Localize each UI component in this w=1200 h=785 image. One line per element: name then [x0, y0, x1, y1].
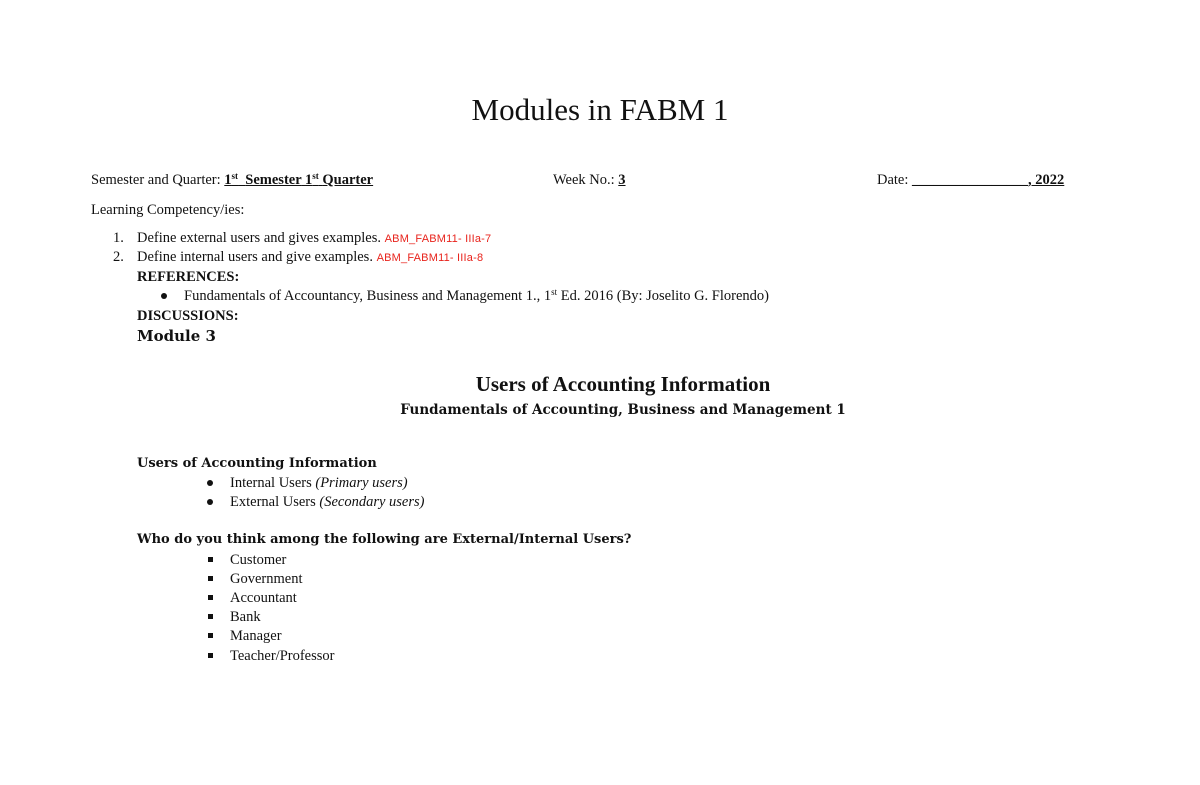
competency-number: 1.	[113, 230, 124, 246]
competency-text: Define internal users and give examples.	[137, 249, 373, 265]
section-subtitle: Fundamentals of Accounting, Business and Management 1	[400, 402, 846, 418]
list-item: Customer	[230, 552, 287, 568]
list-item: Internal Users (Primary users)	[230, 475, 408, 491]
week-number	[553, 171, 626, 189]
list-item: Manager	[230, 628, 282, 644]
square-bullet-icon	[208, 557, 213, 562]
list-item: Teacher/Professor	[230, 648, 335, 664]
semester-quarter	[91, 171, 373, 189]
users-heading: Users of Accounting Information	[137, 456, 377, 471]
competency-item	[113, 229, 491, 248]
square-bullet-icon	[208, 595, 213, 600]
square-bullet-icon	[208, 633, 213, 638]
section-title: Users of Accounting Information	[475, 372, 771, 396]
square-bullet-icon	[208, 576, 213, 581]
competency-text: Define external users and gives examples.	[137, 230, 381, 246]
references-heading: REFERENCES:	[137, 269, 240, 285]
date-value: ________________, 2022	[912, 172, 1065, 188]
competency-code: ABM_FABM11- IIIa-7	[384, 233, 492, 245]
competency-heading: Learning Competency/ies:	[91, 202, 245, 218]
square-bullet-icon	[208, 653, 213, 658]
bullet-icon	[207, 499, 213, 505]
date-label: Date:	[877, 172, 909, 188]
week-value: 3	[618, 172, 626, 188]
bullet-icon	[161, 293, 167, 299]
discussions-heading: DISCUSSIONS:	[137, 308, 239, 324]
date-field	[877, 171, 1064, 189]
reference-item: Fundamentals of Accountancy, Business and Management 1., 1st Ed. 2016 (By: Joselito G. Florendo)	[184, 287, 769, 304]
module-label: Module 3	[137, 327, 216, 345]
square-bullet-icon	[208, 614, 213, 619]
semester-value: 1st Semester 1st Quarter	[224, 171, 374, 188]
list-item: Accountant	[230, 590, 297, 606]
bullet-icon	[207, 480, 213, 486]
question-heading: Who do you think among the following are External/Internal Users?	[137, 532, 632, 547]
semester-label: Semester and Quarter:	[91, 172, 221, 188]
list-item: Government	[230, 571, 303, 587]
competency-number: 2.	[113, 249, 124, 265]
competency-code: ABM_FABM11- IIIa-8	[376, 252, 484, 264]
list-item: Bank	[230, 609, 261, 625]
document-title: Modules in FABM 1	[471, 92, 729, 127]
week-label: Week No.:	[553, 172, 615, 188]
competency-item	[113, 248, 483, 267]
list-item: External Users (Secondary users)	[230, 494, 425, 510]
